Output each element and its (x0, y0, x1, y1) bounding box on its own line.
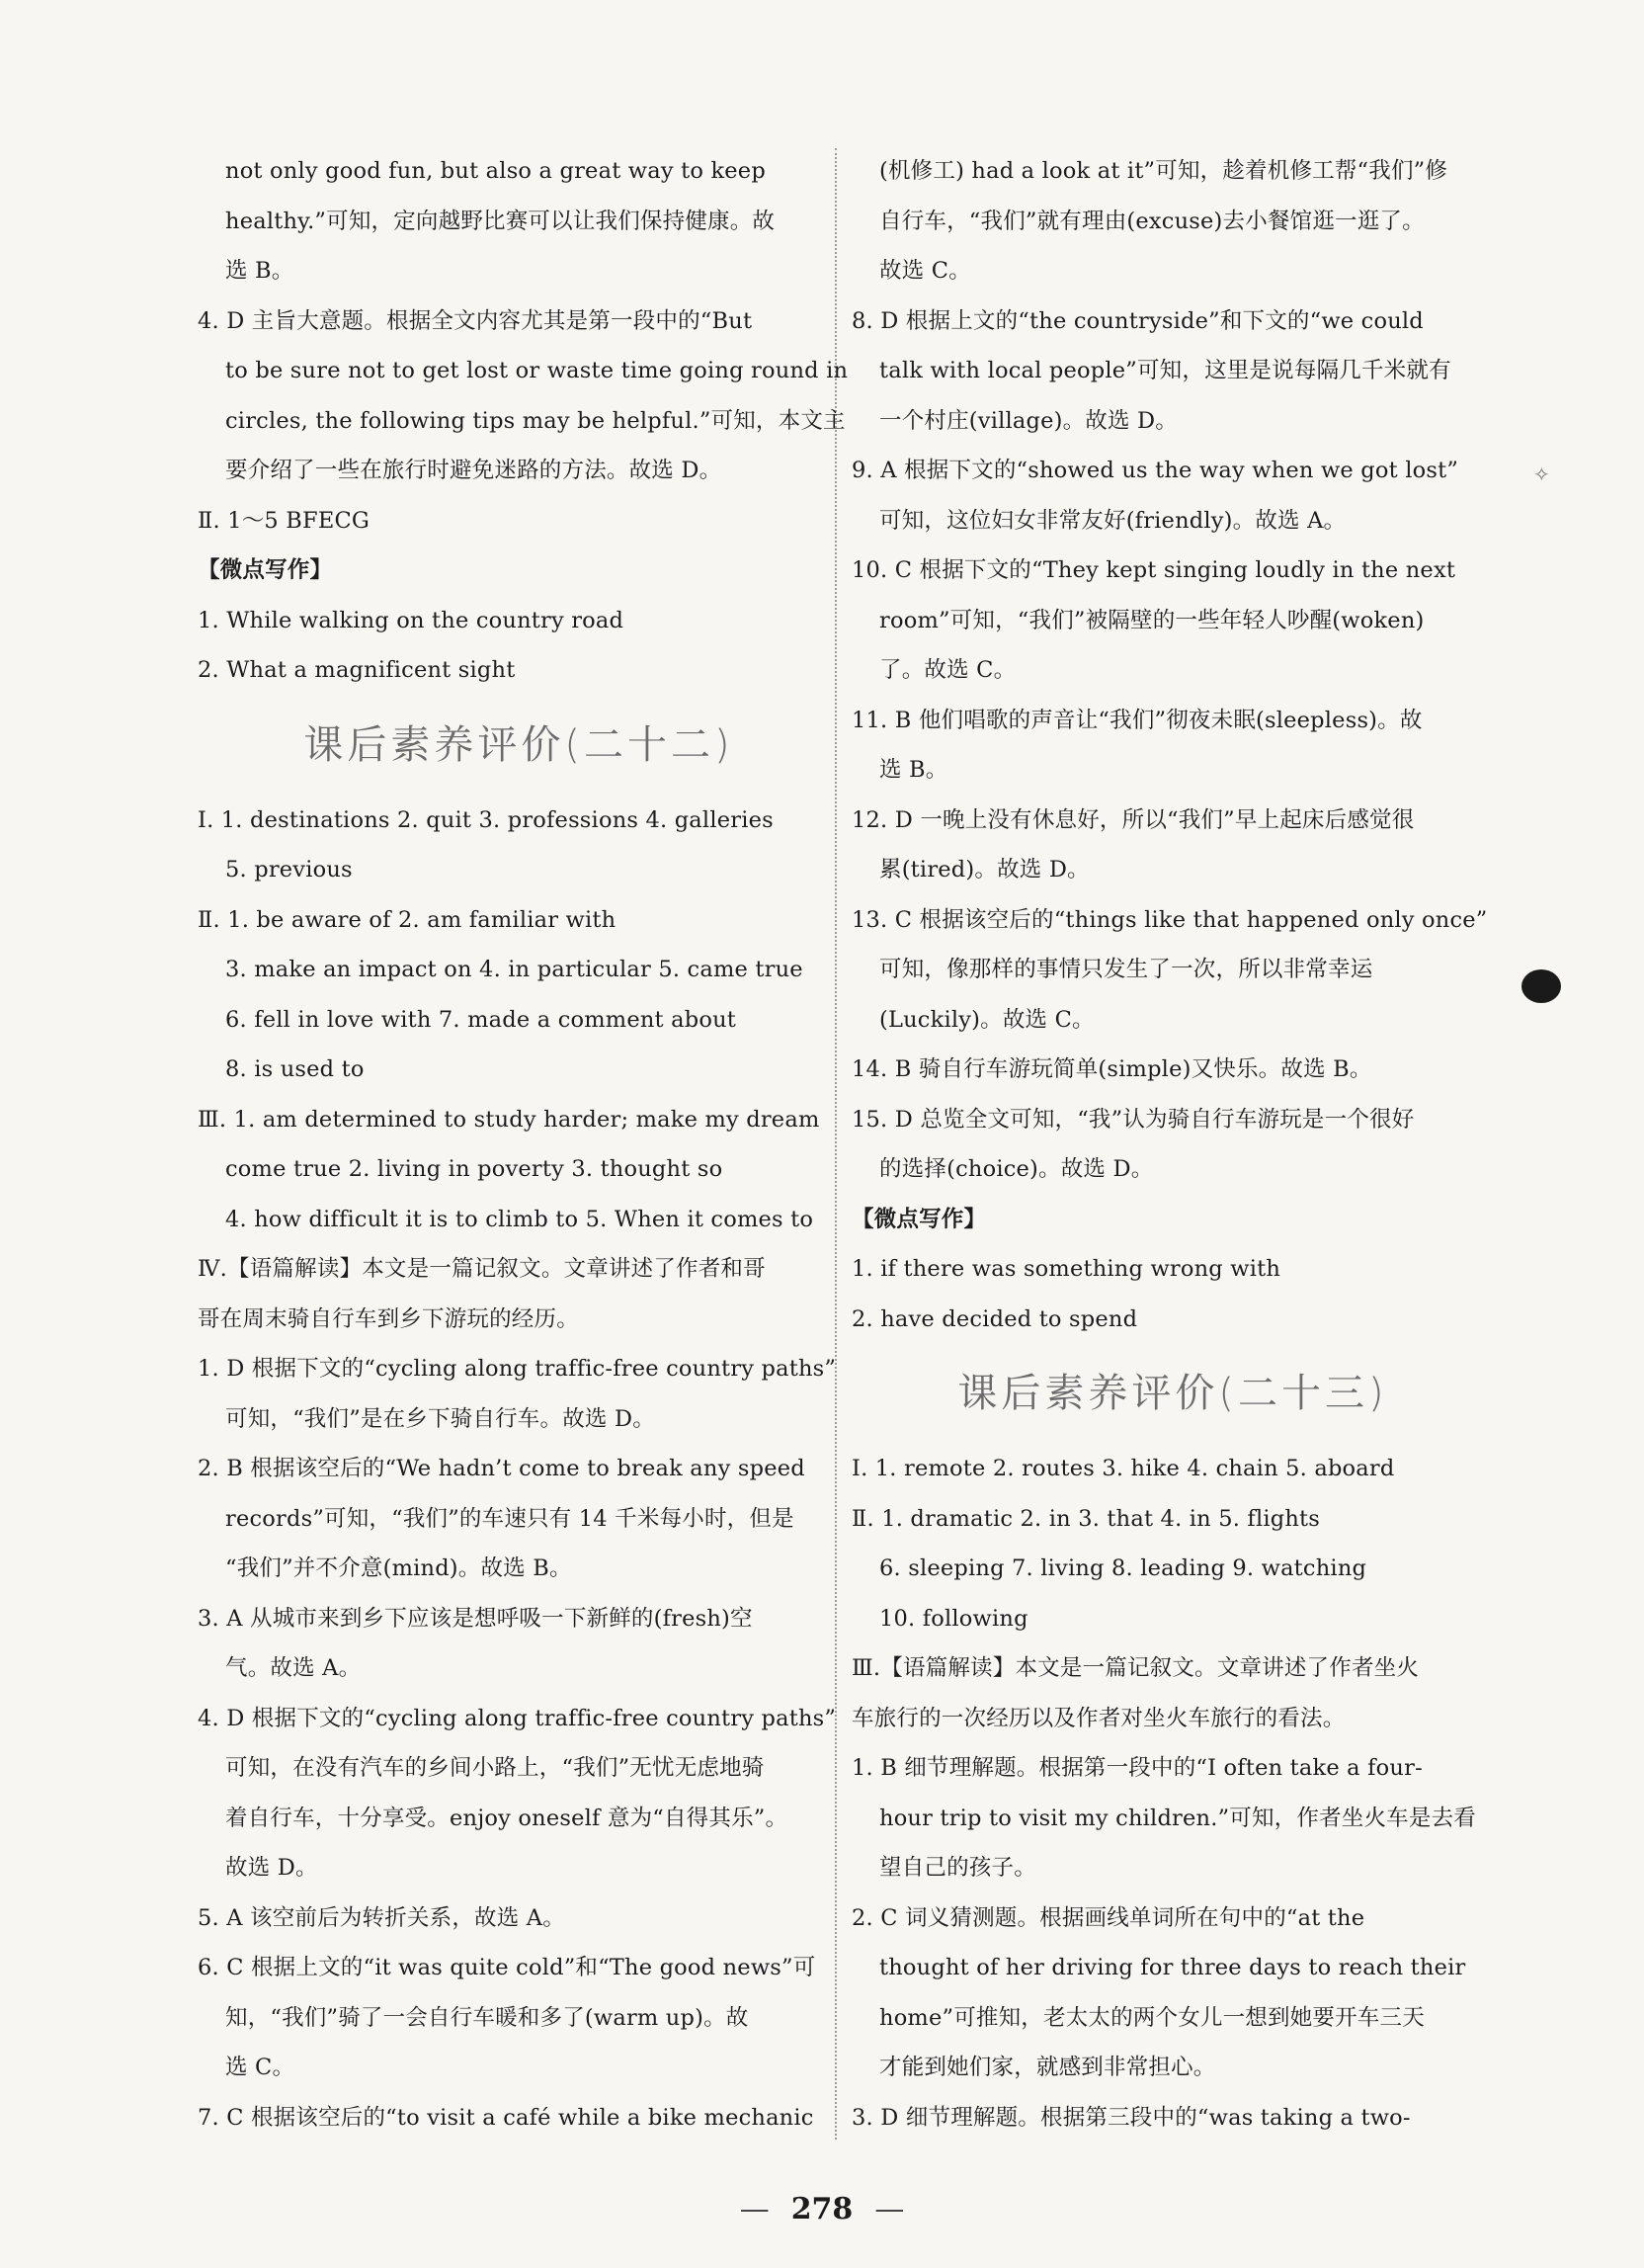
text-line: 气。故选 A。 (225, 1655, 362, 1681)
text-line: not only good fun, but also a great way to keep (225, 158, 766, 184)
answer-item: 2. B 根据该空后的“We hadn’t come to break any speed (198, 1456, 805, 1481)
answer-item: 1. B 细节理解题。根据第一段中的“I often take a four- (852, 1755, 1423, 1781)
text-line: records”可知，“我们”的车速只有 14 千米每小时，但是 (225, 1505, 794, 1532)
text-line: (Luckily)。故选 C。 (879, 1006, 1095, 1033)
text-line: 知，“我们”骑了一会自行车暖和多了(warm up)。故 (225, 2004, 749, 2031)
text-line: talk with local people”可知，这里是说每隔几千米就有 (879, 358, 1451, 383)
text-line: 2. have decided to spend (852, 1305, 1138, 1332)
text-line: come true 2. living in poverty 3. thought so (225, 1156, 723, 1182)
text-line: 选 B。 (879, 757, 948, 783)
text-line: room”可知，“我们”被隔壁的一些年轻人吵醒(woken) (879, 607, 1425, 633)
text-line: Ⅳ.【语篇解读】本文是一篇记叙文。文章讲述了作者和哥 (198, 1256, 766, 1282)
text-line: 着自行车，十分享受。enjoy oneself 意为“自得其乐”。 (225, 1805, 788, 1831)
text-line: 自行车，“我们”就有理由(excuse)去小餐馆逛一逛了。 (879, 208, 1425, 234)
answer-item: 11. B 他们唱歌的声音让“我们”彻夜未眠(sleepless)。故 (852, 707, 1423, 733)
ink-spot (1521, 969, 1561, 1003)
page-number-value: 278 (790, 2192, 854, 2226)
text-line: Ⅱ. 1. dramatic 2. in 3. that 4. in 5. flights (852, 1505, 1321, 1532)
section-title: 课后素养评价(二十二) (303, 721, 734, 768)
answer-item: 10. C 根据下文的“They kept singing loudly in the next (852, 557, 1456, 583)
scan-mark: ✧ (1533, 462, 1550, 486)
text-line: 选 B。 (225, 258, 294, 284)
text-line: home”可推知，老太太的两个女儿一想到她要开车三天 (879, 2004, 1425, 2031)
answer-item: 3. D 细节理解题。根据第三段中的“was taking a two- (852, 2104, 1411, 2131)
section-title: 课后素养评价(二十三) (957, 1371, 1388, 1416)
text-line: “我们”并不介意(mind)。故选 B。 (225, 1555, 572, 1581)
text-line: 才能到她们家，就感到非常担心。 (879, 2055, 1216, 2080)
right-column (852, 146, 1494, 2142)
answer-item: 6. C 根据上文的“it was quite cold”和“The good news”可 (198, 1955, 816, 1980)
answer-item: 4. D 根据下文的“cycling along traffic-free country paths” (198, 1705, 837, 1731)
text-line: 可知，这位妇女非常友好(friendly)。故选 A。 (879, 507, 1347, 534)
text-line: 2. What a magnificent sight (198, 657, 516, 683)
text-line: Ⅲ. 1. am determined to study harder; make my dream (198, 1106, 820, 1133)
answer-item: 3. A 从城市来到乡下应该是想呼吸一下新鲜的(fresh)空 (198, 1605, 753, 1632)
text-line: 1. While walking on the country road (198, 607, 624, 633)
section-heading: 【微点写作】 (852, 1206, 987, 1232)
text-line: Ⅰ. 1. destinations 2. quit 3. professions 4. galleries (198, 806, 774, 833)
text-line: circles, the following tips may be helpful.”可知，本文主 (225, 407, 846, 434)
text-line: 5. previous (225, 857, 353, 882)
text-line: 哥在周末骑自行车到乡下游玩的经历。 (198, 1305, 579, 1332)
text-line: 的选择(choice)。故选 D。 (879, 1156, 1154, 1182)
answer-item: 13. C 根据该空后的“things like that happened only once” (852, 906, 1488, 933)
answer-item: 8. D 根据上文的“the countryside”和下文的“we could (852, 307, 1424, 334)
section-heading: 【微点写作】 (198, 557, 333, 583)
text-line: 可知，在没有汽车的乡间小路上，“我们”无忧无虑地骑 (225, 1755, 765, 1781)
text-line: hour trip to visit my children.”可知，作者坐火车是去看 (879, 1805, 1476, 1831)
answer-item: 2. C 词义猜测题。根据画线单词所在句中的“at the (852, 1904, 1365, 1931)
answer-item: 5. A 该空前后为转折关系，故选 A。 (198, 1904, 565, 1931)
text-line: 3. make an impact on 4. in particular 5. came true (225, 957, 803, 982)
text-line: 要介绍了一些在旅行时避免迷路的方法。故选 D。 (225, 458, 722, 483)
answer-item: 14. B 骑自行车游玩简单(simple)又快乐。故选 B。 (852, 1056, 1372, 1082)
text-line: 10. following (879, 1605, 1028, 1632)
answer-item: 1. D 根据下文的“cycling along traffic-free country paths” (198, 1356, 837, 1382)
text-line: 了。故选 C。 (879, 657, 1017, 683)
text-line: Ⅱ. 1～5 BFECG (198, 507, 370, 534)
text-line: 故选 C。 (879, 258, 971, 284)
text-line: 可知，像那样的事情只发生了一次，所以非常幸运 (879, 957, 1373, 982)
page-number: — 278 — (739, 2192, 905, 2226)
text-line: 望自己的孩子。 (879, 1855, 1036, 1881)
text-line: 选 C。 (225, 2055, 295, 2080)
text-line: Ⅲ.【语篇解读】本文是一篇记叙文。文章讲述了作者坐火 (852, 1655, 1420, 1681)
text-line: 车旅行的一次经历以及作者对坐火车旅行的看法。 (852, 1705, 1346, 1731)
left-column (198, 146, 849, 2142)
answer-item: 9. A 根据下文的“showed us the way when we got lost” (852, 458, 1459, 483)
text-line: 6. fell in love with 7. made a comment about (225, 1006, 737, 1033)
text-line: to be sure not to get lost or waste time going round in (225, 358, 849, 383)
text-line: 可知，“我们”是在乡下骑自行车。故选 D。 (225, 1405, 655, 1432)
text-line: (机修工) had a look at it”可知，趁着机修工帮“我们”修 (879, 158, 1448, 184)
answer-item: 7. C 根据该空后的“to visit a café while a bike mechanic (198, 2104, 814, 2131)
text-line: 8. is used to (225, 1056, 365, 1082)
text-line: thought of her driving for three days to reach their (879, 1955, 1466, 1980)
text-line: Ⅰ. 1. remote 2. routes 3. hike 4. chain 5. aboard (852, 1456, 1395, 1481)
text-line: 故选 D。 (225, 1855, 318, 1881)
text-line: 累(tired)。故选 D。 (879, 857, 1090, 882)
text-line: 1. if there was something wrong with (852, 1256, 1281, 1282)
answer-item: 15. D 总览全文可知，“我”认为骑自行车游玩是一个很好 (852, 1106, 1415, 1133)
answer-item: 12. D 一晚上没有休息好，所以“我们”早上起床后感觉很 (852, 806, 1415, 833)
text-line: Ⅱ. 1. be aware of 2. am familiar with (198, 906, 616, 933)
text-line: 一个村庄(village)。故选 D。 (879, 407, 1178, 434)
text-line: healthy.”可知，定向越野比赛可以让我们保持健康。故 (225, 208, 776, 234)
text-line: 4. how difficult it is to climb to 5. When it comes to (225, 1206, 814, 1232)
text-line: 6. sleeping 7. living 8. leading 9. watching (879, 1555, 1367, 1581)
answer-item: 4. D 主旨大意题。根据全文内容尤其是第一段中的“But (198, 307, 753, 334)
